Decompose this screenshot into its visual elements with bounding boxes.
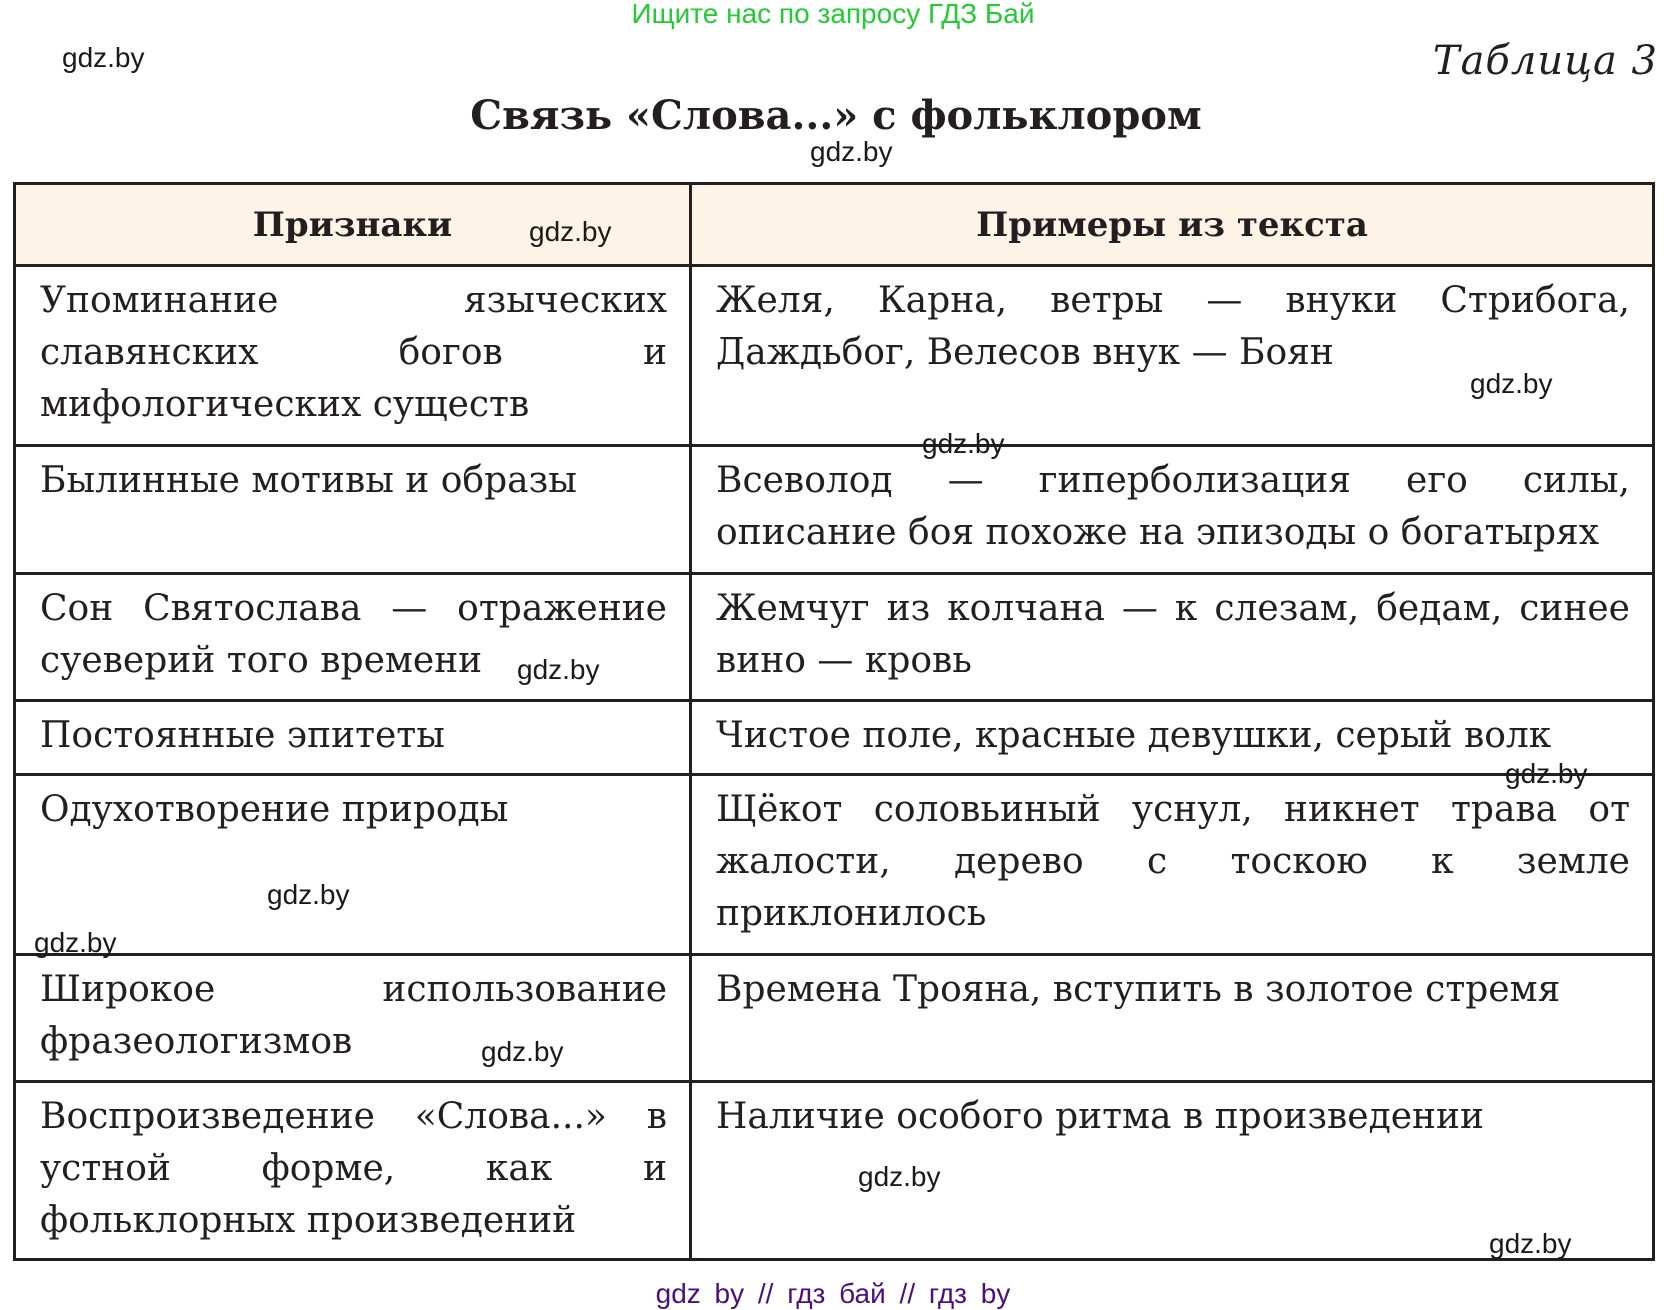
folklore-table <box>13 182 1655 1261</box>
feature-cell: Былинные мотивы и образы <box>15 446 691 574</box>
feature-cell: Одухотворение природы <box>15 775 691 955</box>
column-header-features: Признаки <box>15 184 691 266</box>
watermark: gdz.by <box>529 216 612 247</box>
example-cell: Чистое поле, красные девушки, серый волк <box>691 701 1654 775</box>
watermark: gdz.by <box>267 879 350 910</box>
example-cell: Щёкот соловьиный уснул, никнет трава от жалости, дерево с тоскою к земле приклонилось <box>691 775 1654 955</box>
example-cell: Наличие особого ритма в произведении <box>691 1082 1654 1260</box>
watermark: gdz.by <box>810 136 893 167</box>
feature-cell: Упоминание языческих славянских богов и мифологических существ <box>15 266 691 446</box>
search-banner: Ищите нас по запросу ГДЗ Бай <box>631 0 1035 29</box>
table-row <box>15 701 1654 775</box>
watermark: gdz.by <box>62 42 145 73</box>
feature-cell: Воспроизведение «Слова...» в устной форме, как и фольклорных произведений <box>15 1082 691 1260</box>
page-title: Связь «Слова...» с фольклором <box>470 92 1202 139</box>
watermark: gdz.by <box>34 927 117 958</box>
watermark: gdz.by <box>1470 368 1553 399</box>
table-header-row <box>15 184 1654 266</box>
feature-cell: Сон Святослава — отражение суеверий того времени <box>15 574 691 701</box>
watermark: gdz.by <box>481 1036 564 1067</box>
column-header-examples: Примеры из текста <box>691 184 1654 266</box>
table-row <box>15 266 1654 446</box>
table-row <box>15 446 1654 574</box>
table-row <box>15 955 1654 1082</box>
watermark: gdz.by <box>1489 1228 1572 1259</box>
watermark: gdz.by <box>517 654 600 685</box>
table-row <box>15 775 1654 955</box>
feature-cell: Постоянные эпитеты <box>15 701 691 775</box>
example-cell: Всеволод — гиперболизация его силы, описание боя похоже на эпизоды о богатырях <box>691 446 1654 574</box>
table-label: Таблица 3 <box>1432 38 1658 84</box>
table-row <box>15 1082 1654 1260</box>
footer-links: gdz by // гдз бай // гдз by <box>655 1278 1011 1309</box>
feature-cell: Широкое использование фразеологизмов <box>15 955 691 1082</box>
watermark: gdz.by <box>922 428 1005 459</box>
example-cell: Желя, Карна, ветры — внуки Стрибога, Даждьбог, Велесов внук — Боян <box>691 266 1654 446</box>
example-cell: Времена Трояна, вступить в золотое стремя <box>691 955 1654 1082</box>
watermark: gdz.by <box>858 1161 941 1192</box>
example-cell: Жемчуг из колчана — к слезам, бедам, синее вино — кровь <box>691 574 1654 701</box>
table-row <box>15 574 1654 701</box>
watermark: gdz.by <box>1505 758 1588 789</box>
